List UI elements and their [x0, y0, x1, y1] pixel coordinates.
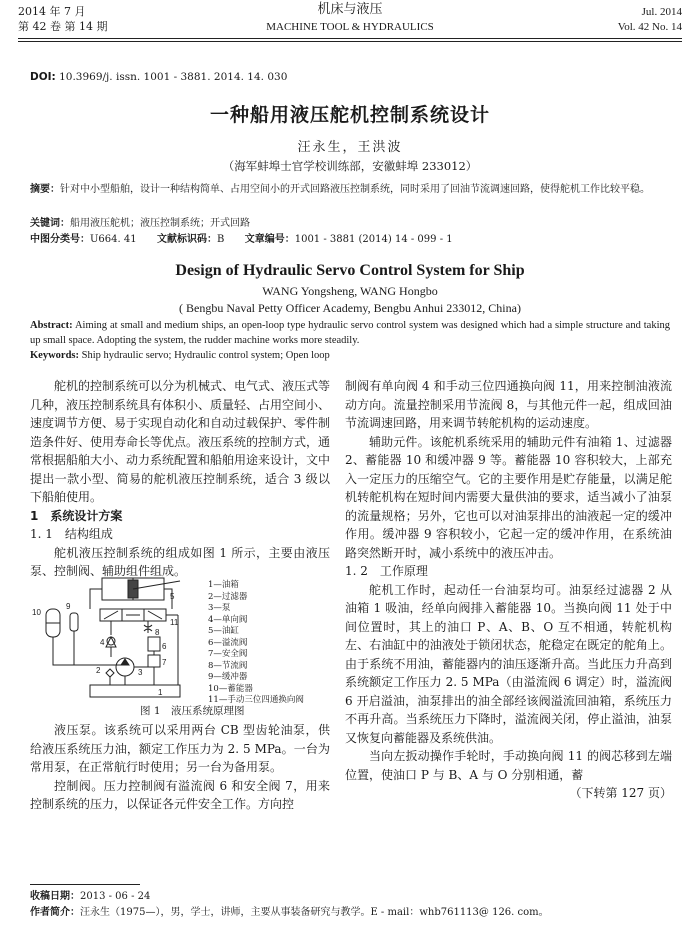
- buffer: [70, 613, 78, 631]
- working-principle-paragraph: 舵机工作时，起动任一台油泵均可。油泵经过滤器 2 从油箱 1 吸油，经单向阀排入蓄能器 10。当换向阀 11 处于中间位置时，其上的油口 P、A、B、O 互不相通，转舵机构左、右油缸中的油液处于锁闭状态，舵稳定在既定的舵角上。由于系统不用油，蓄能器内的油压逐渐升高。当此压力升高到系统额定工作压力 2. 5 MPa（由溢流阀 6 调定）时，溢流阀 6 开启溢油，油泵排出的油全部经该阀溢流回油箱，系统压力不再升高。当系统压力下降时，溢流阀关闭，停止溢油，油泵又恢复向蓄能器及系统供油。: [345, 582, 672, 745]
- abstract-cn: 摘要：针对中小型船舶，设计一种结构简单、占用空间小的开式回路液压控制系统，同时采用了回油节流调速回路，使得舵机工作比较平稳。: [30, 184, 650, 195]
- fig-label-3: 3: [138, 668, 143, 677]
- safety-valve: [148, 655, 160, 667]
- check-valve: [107, 637, 115, 645]
- left-column-top: [30, 377, 330, 581]
- header-volume-en: Vol. 42 No. 14: [617, 21, 682, 33]
- fig-label-8: 8: [155, 628, 160, 637]
- continued-note: （下转第 127 页）: [569, 786, 672, 800]
- fig-label-4: 4: [100, 638, 105, 647]
- hydraulic-schematic: [30, 575, 205, 700]
- fig-label-9: 9: [66, 602, 71, 611]
- affiliation-en: ( Bengbu Naval Petty Officer Academy, Bengbu Anhui 233012, China): [179, 301, 521, 315]
- author-bio: 作者简介：汪永生（1975—），男，学士，讲师，主要从事装备研究与教学。E - mail：whb761113@ 126. com。: [30, 907, 549, 918]
- section-1-heading: 1 系统设计方案: [30, 508, 123, 523]
- journal-name-en: MACHINE TOOL & HYDRAULICS: [266, 21, 434, 33]
- keywords-en: Keywords: Ship hydraulic servo; Hydraulic control system; Open loop: [30, 350, 330, 361]
- keywords-cn: 关键词：船用液压舵机；液压控制系统；开式回路: [30, 218, 250, 229]
- header-rule: [18, 38, 682, 39]
- intro-paragraph: 舵机的控制系统可以分为机械式、电气式、液压式等几种，液压控制系统具有体积小、质量轻、占用空间小、速度调节方便、易于实现自动化和自动过载保护、零件制造条件好、使用寿命长等优点。液压系统的控制方式，通常根据船舶大小、动力系统配置和船舶用途来设计，文中提出一款小型、简易的舵机液压控制系统，适合 3 级以下船舶使用。: [30, 379, 331, 504]
- abstract-en: Abstract: Aiming at small and medium ships, an open-loop type hydraulic servo control system was designed which had a simple structure and taking up small space. Adopting the system, the rudder machine works more steadily.: [30, 320, 671, 346]
- section-1-2-heading: 1. 2 工作原理: [345, 564, 428, 578]
- left-turn-paragraph: 当向左扳动操作手轮时，手动换向阀 11 的阀芯移到左端位置，使油口 P 与 B、A 与 O 分别相通，蓄: [345, 749, 672, 782]
- control-valve-paragraph: 控制阀。压力控制阀有溢流阀 6 和安全阀 7，用来控制系统的压力，以保证各元件安全工作。方向控: [30, 778, 330, 811]
- header-rule-2: [18, 41, 682, 42]
- classification-line: 中图分类号：U664. 41 文献标识码：B 文章编号：1001 - 3881 (2014) 14 - 099 - 1: [30, 234, 453, 245]
- relief-valve: [148, 637, 160, 651]
- authors-cn: 汪永生，王洪波: [297, 140, 403, 155]
- header-date-en: Jul. 2014: [641, 6, 682, 18]
- title-en: Design of Hydraulic Servo Control System for Ship: [175, 262, 525, 279]
- left-column-bottom: [30, 721, 330, 814]
- auxiliary-paragraph: 辅助元件。该舵机系统采用的辅助元件有油箱 1、过滤器 2、蓄能器 10 和缓冲器 9 等。蓄能器 10 容积较大，上部充入一定压力的压缩空气。它的主要作用是贮存能量，以满足舵机转舵机构在短时间内需要大量供油的要求，适当减小了油泵的流量规格；另外，它也可以对油泵排出的油液起一定的缓冲作用。缓冲器 9 容积较小，它起一定的缓冲作用，在系统油路突然断开时，减小系统中的液压冲击。: [345, 434, 672, 560]
- authors-en: WANG Yongsheng, WANG Hongbo: [262, 284, 438, 298]
- pump-paragraph: 液压泵。该系统可以采用两台 CB 型齿轮油泵，供给液压系统压力油，额定工作压力为 2. 5 MPa。一台为常用泵，在正常航行时使用；另一台为备用泵。: [30, 723, 330, 774]
- doi: DOI: 10.3969/j. issn. 1001 - 3881. 2014. 14. 030: [30, 71, 288, 83]
- figure-caption: 图 1 液压系统原理图: [140, 705, 245, 717]
- figure-legend: 1—油箱 2—过滤器 3—泵 4—单向阀 5—油缸 6—溢流阀 7—安全阀 8—节流阀 9—缓冲器 10—蓄能器 11—手动三位四通换向阀: [208, 580, 304, 705]
- fig-label-2: 2: [96, 666, 101, 675]
- footer-rule: [30, 884, 140, 885]
- structure-paragraph: 舵机液压控制系统的组成如图 1 所示，主要由液压泵、控制阀、辅助组件组成。: [30, 545, 330, 578]
- journal-name-cn: 机床与液压: [317, 2, 383, 17]
- filter: [106, 669, 114, 677]
- received-date: 收稿日期：2013 - 06 - 24: [30, 891, 151, 902]
- fig-label-1: 1: [158, 688, 163, 697]
- fig-label-6: 6: [162, 642, 167, 651]
- fig-label-10: 10: [32, 608, 41, 617]
- section-1-1-heading: 1. 1 结构组成: [30, 527, 113, 541]
- header-volume-cn: 第 42 卷 第 14 期: [18, 20, 108, 33]
- fig-label-5: 5: [170, 592, 175, 601]
- fig-label-7: 7: [162, 658, 167, 667]
- fig-label-11: 11: [170, 618, 179, 627]
- header-date-cn: 2014 年 7 月: [18, 5, 86, 18]
- direction-control-paragraph: 制阀有单向阀 4 和手动三位四通换向阀 11，用来控制油液流动方向。流量控制采用节流阀 8，与其他元件一起，组成回油节流调速回路，用来调节转舵机构的运动速度。: [345, 379, 672, 430]
- affiliation-cn: （海军蚌埠士官学校训练部，安徽蚌埠 233012）: [222, 159, 478, 173]
- oil-tank: [90, 685, 180, 697]
- right-column: [345, 377, 672, 803]
- title-cn: 一种船用液压舵机控制系统设计: [209, 104, 490, 126]
